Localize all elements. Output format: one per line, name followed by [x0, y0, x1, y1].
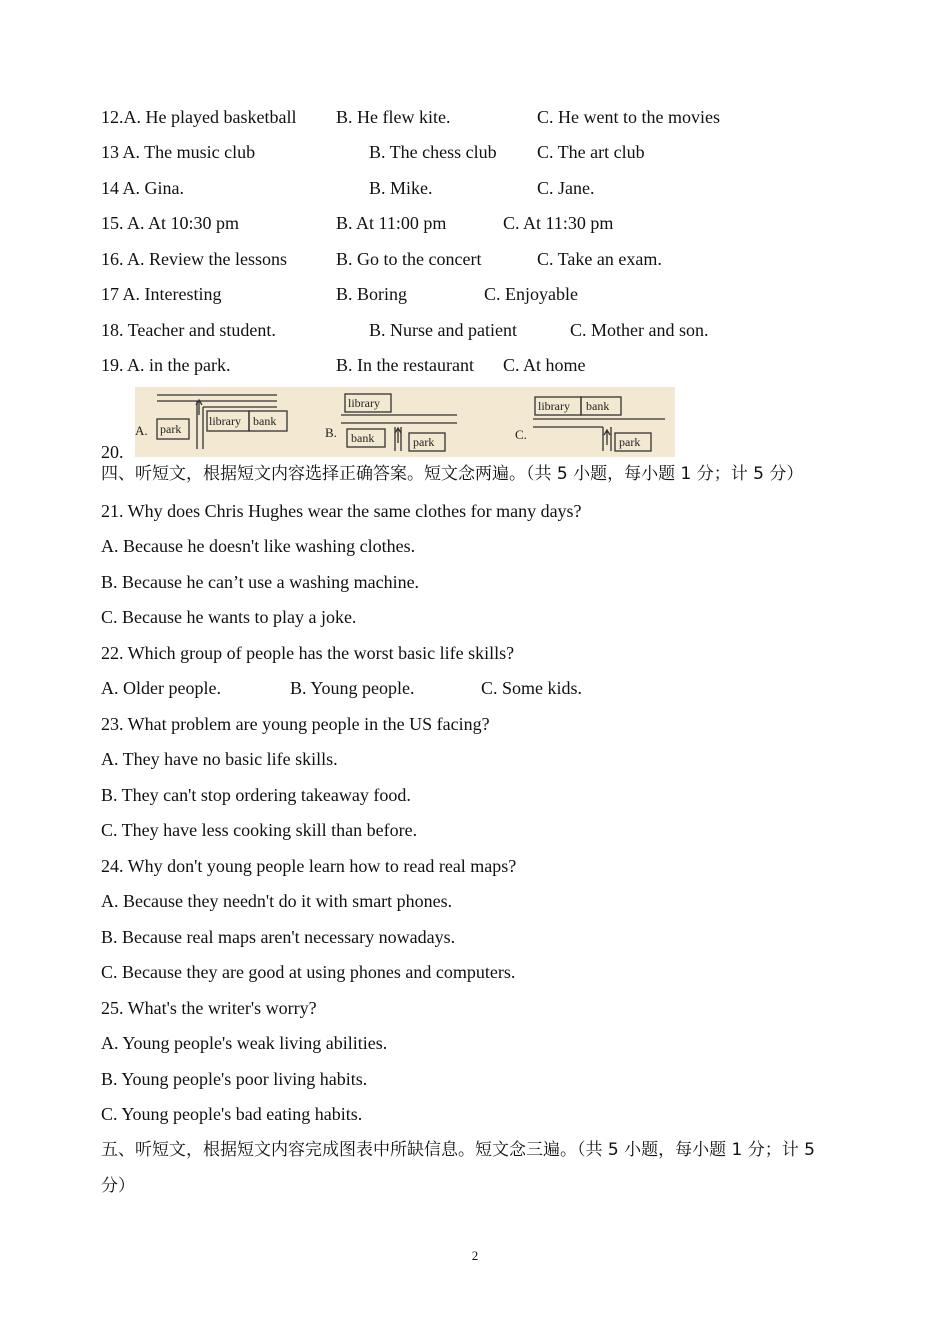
map-b-park: park: [413, 435, 435, 449]
q13-option-a: 13 A. The music club: [101, 142, 256, 162]
q24-question: 24. Why don't young people learn how to read real maps?: [101, 856, 517, 876]
q22-option-a: A. Older people.: [101, 678, 221, 698]
map-b-letter: B.: [325, 425, 337, 440]
q22-question: 22. Which group of people has the worst basic life skills?: [101, 643, 515, 663]
q25-option-c: C. Young people's bad eating habits.: [101, 1104, 363, 1124]
q12-option-c: C. He went to the movies: [537, 107, 720, 127]
q15-option-b: B. At 11:00 pm: [336, 213, 447, 233]
q12-option-a: 12.A. He played basketball: [101, 107, 297, 127]
map-a-library: library: [209, 414, 241, 428]
q19-option-a: 19. A. in the park.: [101, 355, 231, 375]
q16-option-b: B. Go to the concert: [336, 249, 482, 269]
map-a-bank: bank: [253, 414, 277, 428]
map-c-letter: C.: [515, 427, 527, 442]
q25-option-a: A. Young people's weak living abilities.: [101, 1033, 388, 1053]
map-b-bank: bank: [351, 431, 375, 445]
q21-option-b: B. Because he can’t use a washing machine.: [101, 572, 420, 592]
map-c-park: park: [619, 435, 641, 449]
q15-option-a: 15. A. At 10:30 pm: [101, 213, 240, 233]
q21-question: 21. Why does Chris Hughes wear the same clothes for many days?: [101, 501, 582, 521]
q24-option-a: A. Because they needn't do it with smart phones.: [101, 891, 453, 911]
q13-option-c: C. The art club: [537, 142, 645, 162]
q17-option-c: C. Enjoyable: [484, 284, 578, 304]
q13-option-b: B. The chess club: [369, 142, 497, 162]
q14-option-a: 14 A. Gina.: [101, 178, 184, 198]
q16-option-c: C. Take an exam.: [537, 249, 662, 269]
q18-option-a: 18. Teacher and student.: [101, 320, 276, 340]
q20-map-images: [135, 387, 675, 457]
map-b: [325, 394, 457, 451]
map-a-letter: A.: [135, 423, 148, 438]
q25-option-b: B. Young people's poor living habits.: [101, 1069, 368, 1089]
map-a: [135, 395, 287, 449]
q24-option-b: B. Because real maps aren't necessary nowadays.: [101, 927, 456, 947]
map-a-park: park: [160, 422, 182, 436]
q25-question: 25. What's the writer's worry?: [101, 998, 317, 1018]
q17-option-a: 17 A. Interesting: [101, 284, 222, 304]
q21-option-a: A. Because he doesn't like washing clothes.: [101, 536, 416, 556]
q14-option-b: B. Mike.: [369, 178, 433, 198]
map-c: [515, 397, 665, 451]
q14-option-c: C. Jane.: [537, 178, 595, 198]
q18-option-c: C. Mother and son.: [570, 320, 709, 340]
map-b-library: library: [348, 396, 380, 410]
q15-option-c: C. At 11:30 pm: [503, 213, 614, 233]
q23-option-b: B. They can't stop ordering takeaway food.: [101, 785, 411, 805]
section5-heading-line1: 五、听短文，根据短文内容完成图表中所缺信息。短文念三遍。（共 5 小题，每小题 1 分；计 5: [101, 1140, 815, 1160]
q19-option-c: C. At home: [503, 355, 586, 375]
q23-option-c: C. They have less cooking skill than before.: [101, 820, 418, 840]
q22-option-c: C. Some kids.: [481, 678, 583, 698]
section4-heading: 四、听短文，根据短文内容选择正确答案。短文念两遍。（共 5 小题，每小题 1 分；计 5 分）: [101, 464, 804, 484]
map-c-library: library: [538, 399, 570, 413]
q18-option-b: B. Nurse and patient: [369, 320, 517, 340]
q24-option-c: C. Because they are good at using phones and computers.: [101, 962, 516, 982]
q19-option-b: B. In the restaurant: [336, 355, 474, 375]
q22-option-b: B. Young people.: [290, 678, 415, 698]
q17-option-b: B. Boring: [336, 284, 408, 304]
page-number: 2: [471, 1248, 479, 1263]
q23-question: 23. What problem are young people in the US facing?: [101, 714, 490, 734]
q21-option-c: C. Because he wants to play a joke.: [101, 607, 357, 627]
section5-heading-line2: 分）: [101, 1176, 135, 1196]
q16-option-a: 16. A. Review the lessons: [101, 249, 287, 269]
map-c-bank: bank: [586, 399, 610, 413]
q20-number: 20.: [101, 442, 124, 462]
q12-option-b: B. He flew kite.: [336, 107, 451, 127]
q23-option-a: A. They have no basic life skills.: [101, 749, 338, 769]
